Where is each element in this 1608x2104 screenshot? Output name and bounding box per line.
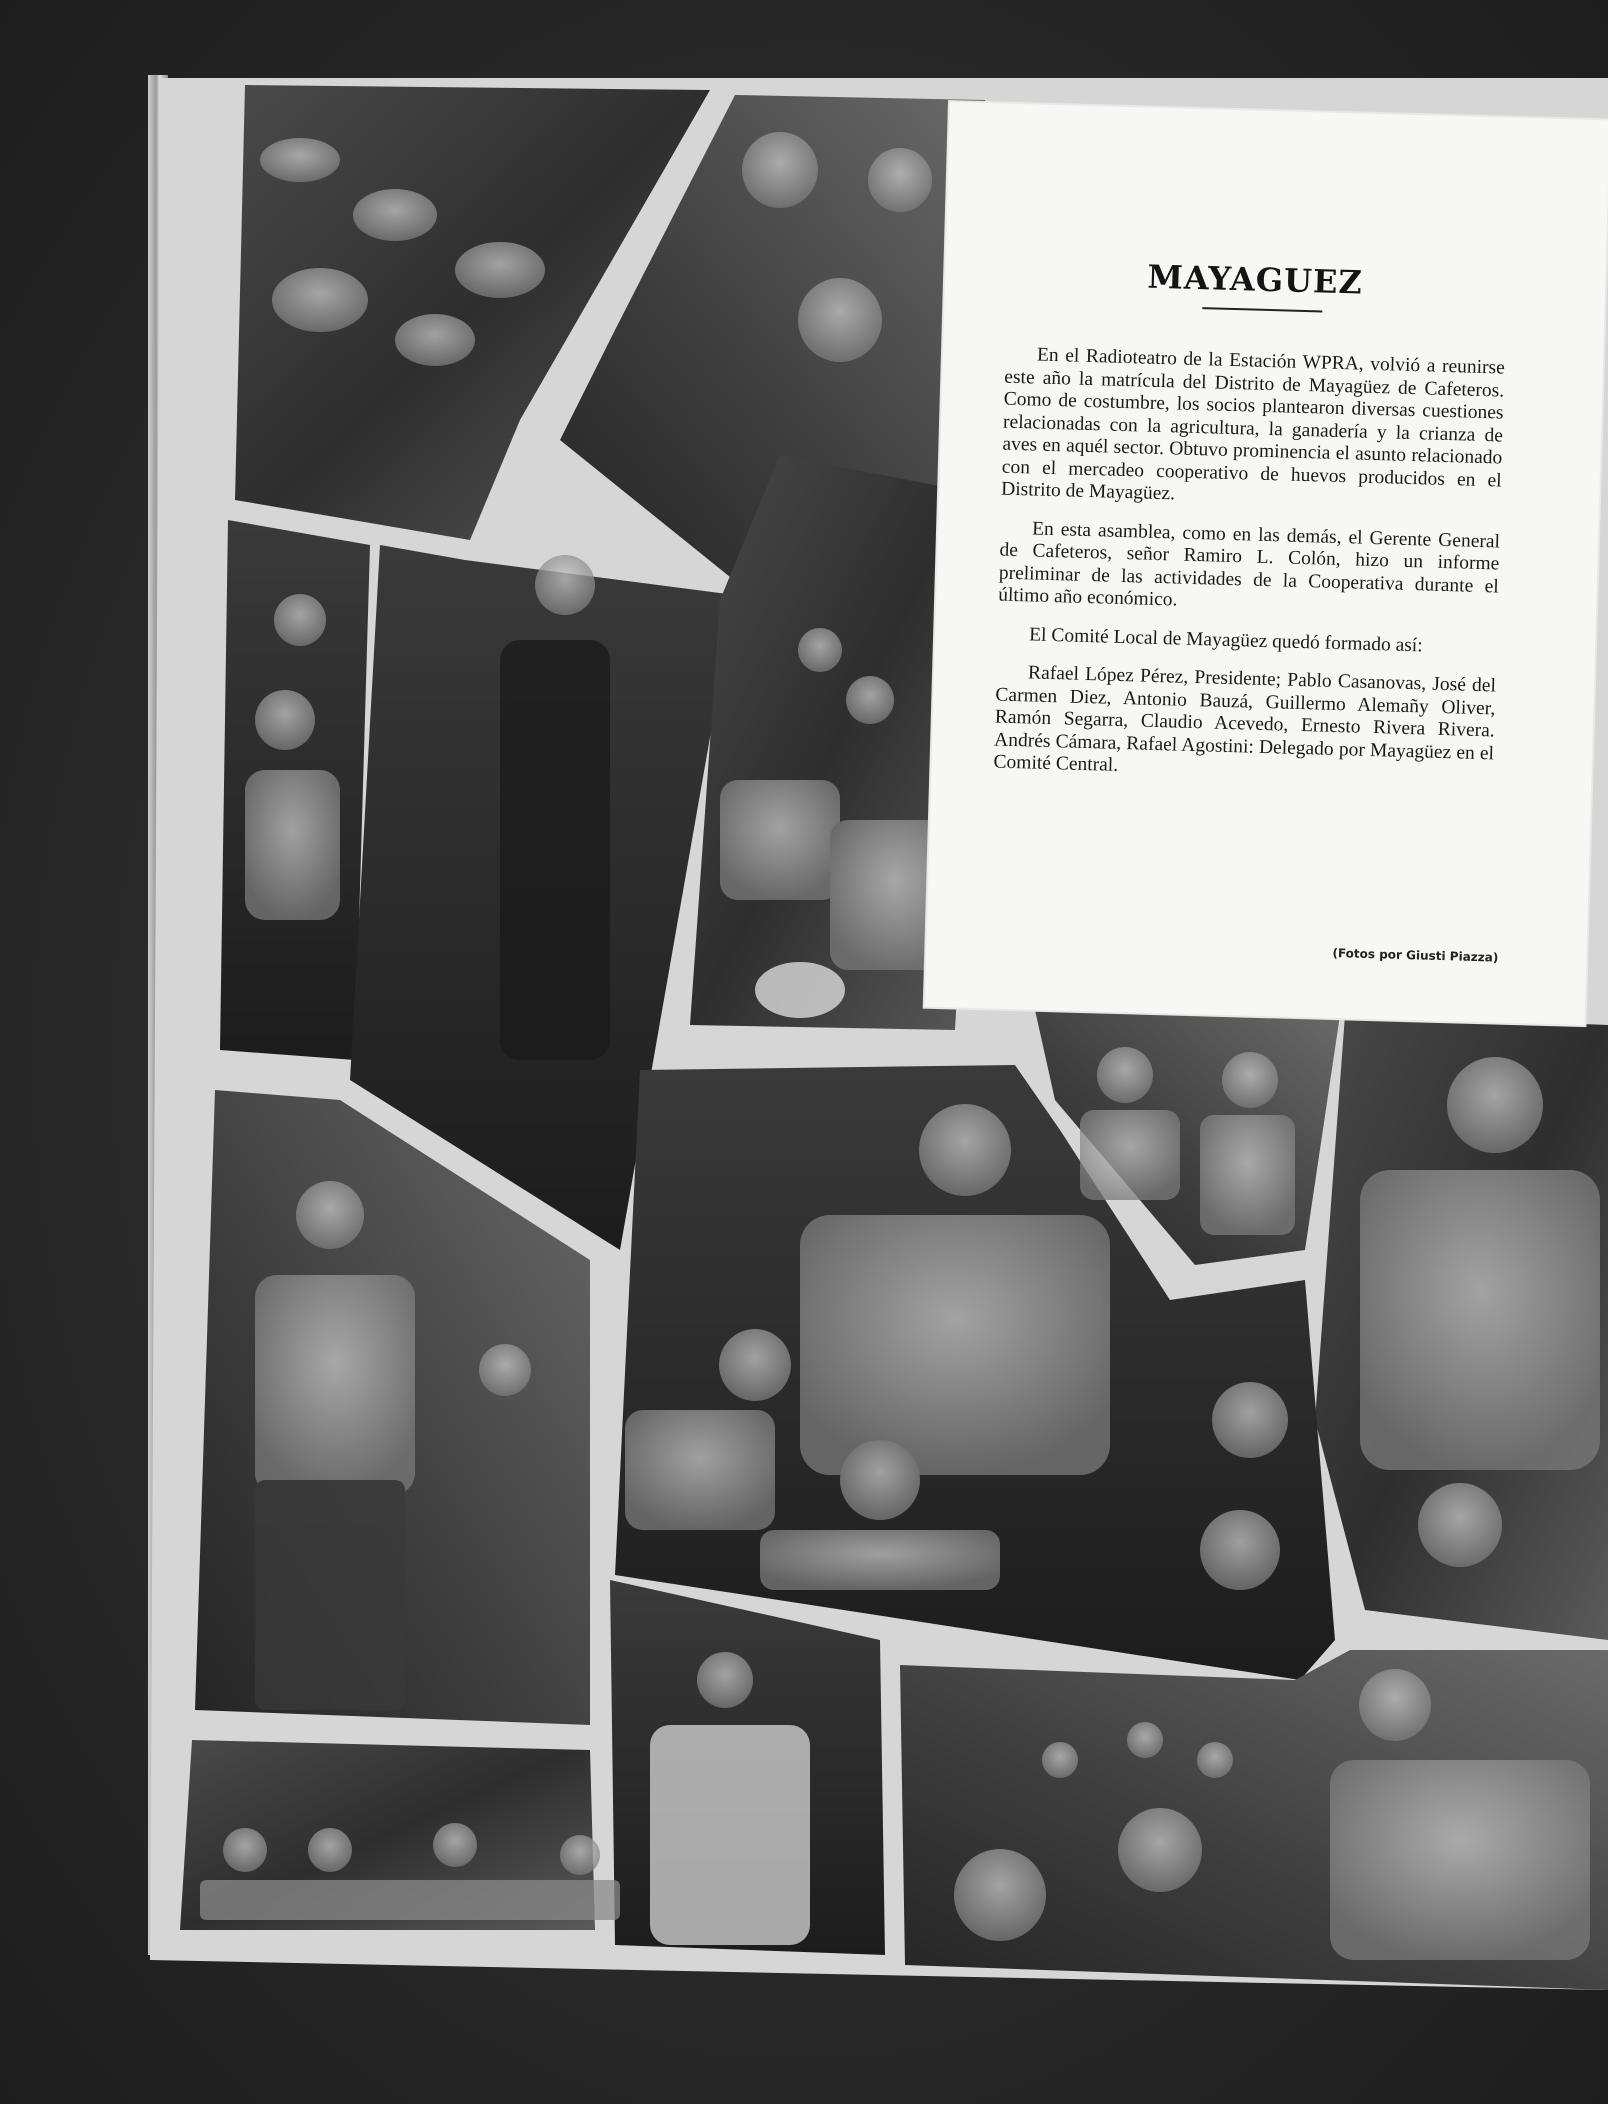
paragraph-committee-members: Rafael López Pérez, Presidente; Pablo Casanovas, José del Carmen Diez, Antonio Bauzá, Guillermo Alemañy Oliver, Ramón Segarra, Claudio Acevedo, Ernesto Rivera Rivera. Andrés Cámara, Rafael Agostini: Delegado por Mayagüez en el Comité Central. <box>993 662 1497 776</box>
article-body <box>993 344 1505 804</box>
paragraph-intro: En el Radioteatro de la Estación WPRA, volvió a reunirse este año la matrícula del Distrito de Mayagüez de Cafeteros. Como de costumbre, los socios plantearon diversas cuestiones relacionadas con la agricultura, la ganadería y la crianza de aves en aquél sector. Obtuvo prominencia el asunto relacionado con el mercadeo cooperativo de huevos producidos en el Distrito de Mayagüez. <box>1000 344 1506 505</box>
paragraph-committee-intro: El Comité Local de Mayagüez quedó formado así: <box>1028 623 1423 656</box>
title-underline <box>1202 307 1322 312</box>
paragraph-report: En esta asamblea, como en las demás, el Gerente General de Cafeteros, señor Ramiro L. Colón, hizo un informe preliminar de las actividades de la Cooperativa durante el último año económico. <box>997 517 1501 611</box>
article-caption-box <box>925 102 1608 1025</box>
photo-credit: (Fotos por Giusti Piazza) <box>1332 946 1499 965</box>
article-title: MAYAGUEZ <box>1147 257 1364 302</box>
